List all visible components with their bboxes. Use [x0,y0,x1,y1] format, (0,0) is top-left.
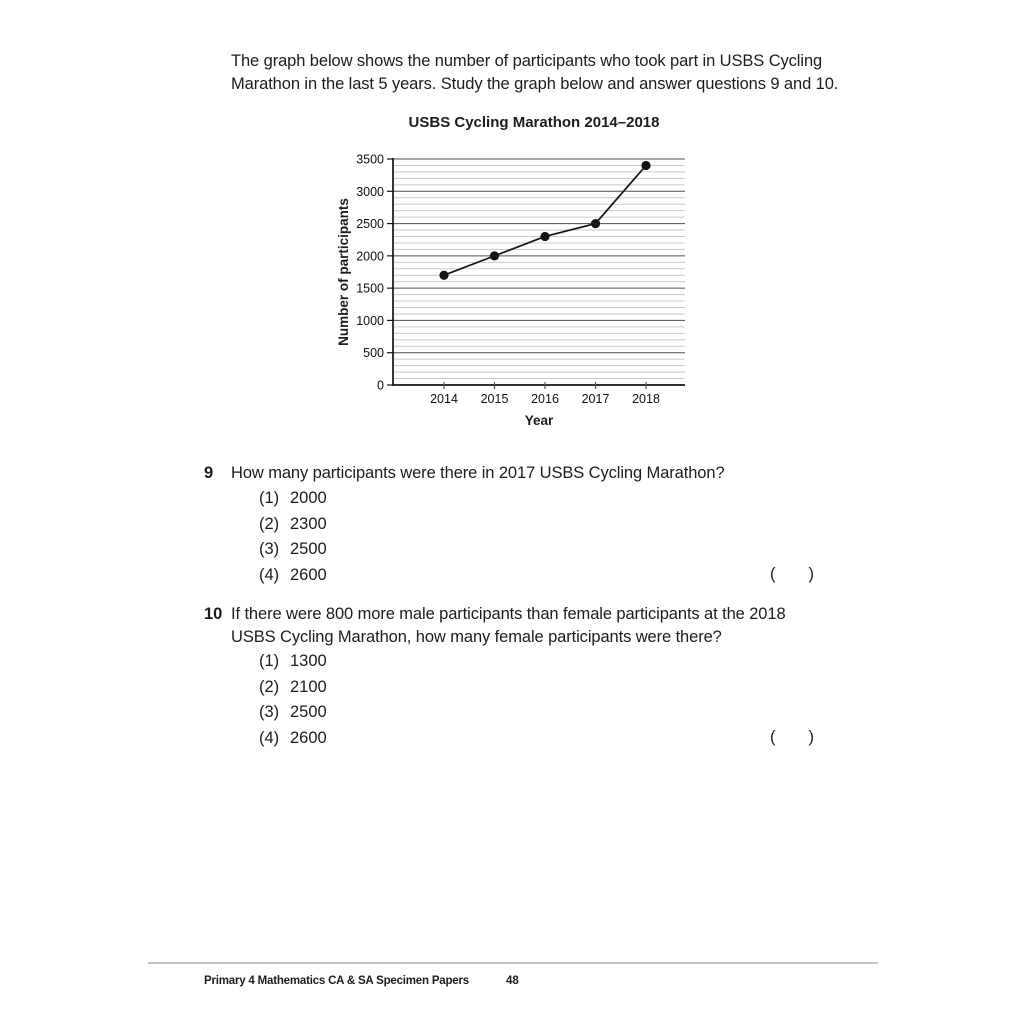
option-label: (1) [259,652,280,670]
option-value: 1300 [290,652,327,670]
question-9-heading [204,462,725,485]
option-value: 2600 [290,728,327,747]
svg-text:2016: 2016 [531,392,559,406]
svg-text:3000: 3000 [356,184,384,199]
svg-text:500: 500 [363,346,384,361]
svg-text:1000: 1000 [356,313,384,328]
bracket-open: ( [770,565,776,583]
question-9-options [259,488,327,590]
intro-paragraph [231,50,838,96]
question-text-line-1: If there were 800 more male participants than female participants at the 2018 [231,605,786,623]
svg-text:0: 0 [377,378,384,393]
option-row [259,702,327,728]
y-axis-label: Number of participants [336,198,351,346]
question-number: 10 [204,605,223,623]
bracket-close: ) [808,728,814,746]
option-value: 2500 [290,540,327,558]
svg-text:2015: 2015 [480,392,509,406]
option-row [259,539,327,565]
svg-text:1500: 1500 [356,281,384,296]
footer-title: Primary 4 Mathematics CA & SA Specimen Papers [204,975,469,987]
svg-text:2017: 2017 [581,392,610,406]
option-value: 2300 [290,514,327,533]
question-10-answer-brackets [770,727,814,747]
option-row [259,677,327,703]
chart-canvas [330,146,690,446]
question-10-heading [204,603,786,626]
option-value: 2500 [290,703,327,721]
option-label: (1) [259,489,280,507]
option-label: (2) [259,677,280,696]
bracket-close: ) [808,565,814,583]
option-label: (2) [259,514,280,533]
svg-text:2014: 2014 [430,392,458,406]
svg-text:2000: 2000 [356,249,384,264]
option-row [259,488,327,514]
intro-line-1: The graph below shows the number of participants who took part in USBS Cycling [231,52,823,70]
option-row [259,728,327,754]
option-value: 2100 [290,677,327,696]
option-row [259,651,327,677]
option-row [259,565,327,591]
participants-line-chart [330,146,690,446]
option-label: (3) [259,540,280,558]
bracket-open: ( [770,728,776,746]
option-row [259,514,327,540]
question-9-answer-brackets [770,564,814,584]
option-label: (4) [259,728,280,747]
option-value: 2000 [290,489,327,507]
svg-text:3500: 3500 [356,152,384,167]
page-number: 48 [506,975,519,987]
svg-text:2018: 2018 [632,392,660,406]
option-label: (3) [259,703,280,721]
svg-text:2500: 2500 [356,217,384,232]
option-value: 2600 [290,565,327,584]
question-number: 9 [204,464,214,482]
option-label: (4) [259,565,280,584]
question-10-options [259,651,327,753]
question-text: How many participants were there in 2017 USBS Cycling Marathon? [231,464,725,482]
chart-title: USBS Cycling Marathon 2014–2018 [408,114,660,131]
x-axis-label: Year [524,413,554,428]
intro-line-2: Marathon in the last 5 years. Study the graph below and answer questions 9 and 10. [231,75,839,93]
question-text-line-2: USBS Cycling Marathon, how many female participants were there? [231,628,722,646]
footer-divider [148,962,878,964]
